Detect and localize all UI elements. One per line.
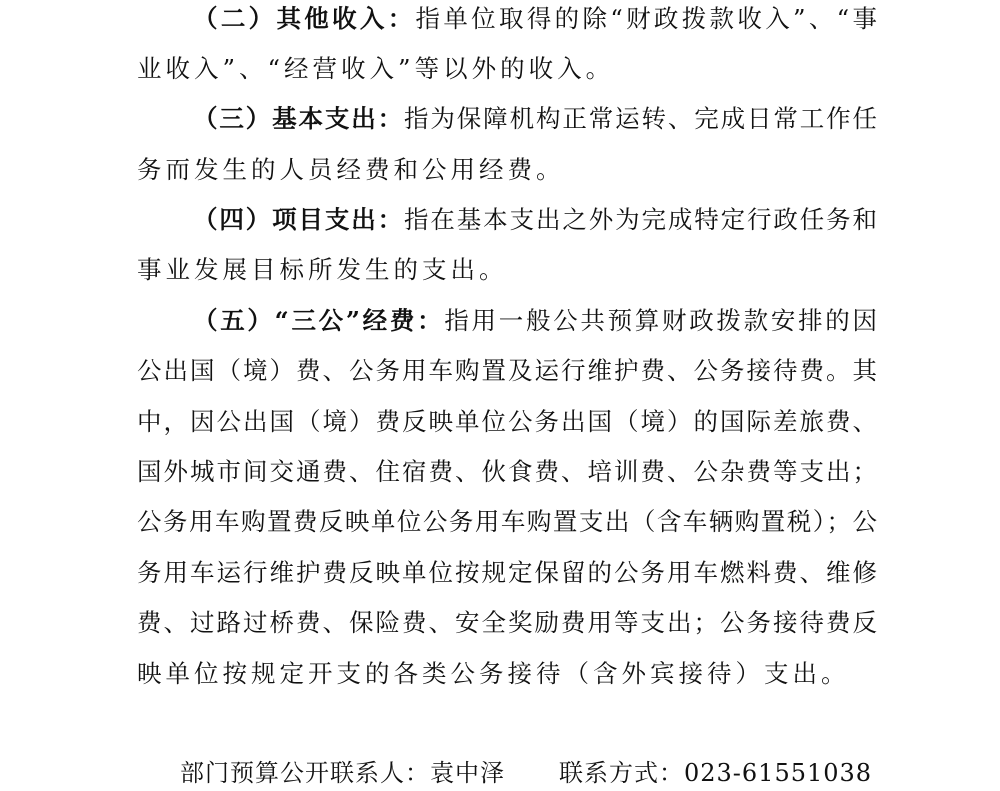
section-heading: （五）“三公”经费：	[193, 306, 445, 335]
paragraph-line	[193, 102, 877, 136]
paragraph-line: 务而发生的人员经费和公用经费。	[137, 155, 565, 184]
paragraph-line: 公务用车购置费反映单位公务用车购置支出（含车辆购置税）；公	[137, 507, 877, 536]
paragraph-line: 公出国（境）费、公务用车购置及运行维护费、公务接待费。其	[137, 356, 877, 385]
section-heading: （三）基本支出：	[193, 104, 405, 133]
paragraph-text: 指单位取得的除“财政拨款收入”、“事	[415, 4, 878, 33]
section-heading: （二）其他收入：	[193, 4, 416, 33]
paragraph-line: 费、过路过桥费、保险费、安全奖励费用等支出；公务接待费反	[137, 608, 877, 637]
paragraph-line: 事业发展目标所发生的支出。	[137, 255, 508, 284]
contact-footer	[180, 756, 872, 790]
paragraph-text: 指为保障机构正常运转、完成日常工作任	[404, 104, 878, 133]
paragraph-line: 映单位按规定开支的各类公务接待（含外宾接待）支出。	[137, 659, 850, 688]
contact-person: 部门预算公开联系人：袁中泽	[180, 759, 505, 787]
paragraph-line	[193, 304, 877, 338]
paragraph-line: 业收入”、“经营收入”等以外的收入。	[137, 54, 615, 83]
section-heading: （四）项目支出：	[193, 205, 405, 234]
paragraph-text: 指在基本支出之外为完成特定行政任务和	[404, 205, 878, 234]
paragraph-line: 国外城市间交通费、住宿费、伙食费、培训费、公杂费等支出；	[137, 457, 877, 486]
paragraph-line: 中，因公出国（境）费反映单位公务出国（境）的国际差旅费、	[137, 407, 877, 436]
contact-phone: 联系方式：023-61551038	[559, 759, 873, 787]
paragraph-line	[193, 203, 877, 237]
paragraph-line	[193, 2, 877, 36]
paragraph-line: 务用车运行维护费反映单位按规定保留的公务用车燃料费、维修	[137, 558, 877, 587]
paragraph-text: 指用一般公共预算财政拨款安排的因	[444, 306, 877, 335]
